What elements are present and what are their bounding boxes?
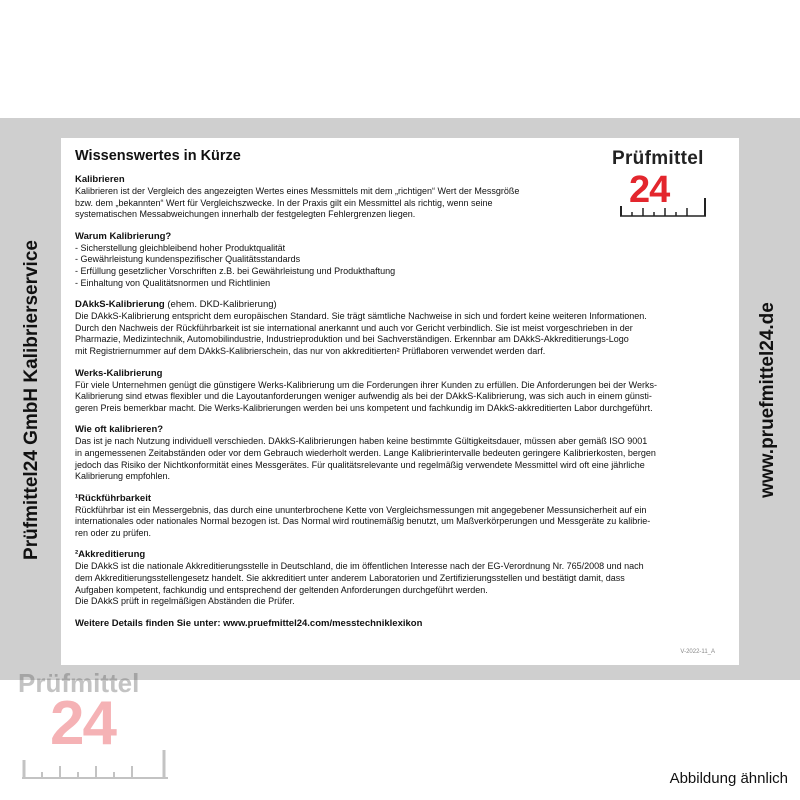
pruefmittel24-logo bbox=[612, 148, 712, 211]
section-akkreditierung bbox=[75, 549, 725, 607]
section-warum bbox=[75, 231, 725, 289]
section-dakks bbox=[75, 299, 725, 357]
paragraph-line: dem Akkreditierungsstellengesetz handelt. Sie akkreditiert unter anderem Laboratorien und Zertifizierungsstellen und bestätigt damit, dass bbox=[75, 573, 625, 584]
section-rueckfuehrbarkeit bbox=[75, 493, 725, 540]
paragraph-line: mit Registriernummer auf dem DAkkS-Kalibrierschein, das nur von akkreditierten² Prüflaboren verwendet werden darf. bbox=[75, 345, 546, 356]
paragraph-line: Kalibrierung sind etwas flexibler und die Layoutanforderungen weniger aufwendig als bei der DAkkS-Kalibrierung, was sich auch in einem günsti- bbox=[75, 391, 652, 402]
paragraph-line: ren oder zu prüfen. bbox=[75, 527, 152, 538]
section-heading: Wie oft kalibrieren? bbox=[75, 424, 164, 436]
version-code: V-2022-11_A bbox=[680, 649, 715, 655]
watermark-ruler-icon bbox=[18, 668, 178, 788]
section-heading: ¹Rückführbarkeit bbox=[75, 492, 152, 504]
footer-link-text: Weitere Details finden Sie unter: www.pruefmittel24.com/messtechniklexikon bbox=[75, 617, 423, 629]
logo-number: 24 bbox=[629, 169, 670, 211]
watermark-number: 24 bbox=[50, 689, 115, 758]
card-title: Wissenswertes in Kürze bbox=[75, 148, 241, 164]
paragraph-line: Kalibrierung empfohlen. bbox=[75, 471, 171, 482]
paragraph-line: in angemessenen Zeitabständen oder vor dem Gebrauch wiederholt werden. Lange Kalibrierintervalle bedeuten geringere Kalibrierkosten, bergen bbox=[75, 447, 656, 458]
list-item: - Erfüllung gesetzlicher Vorschriften z.B. bei Gewährleistung und Produkthaftung bbox=[75, 265, 396, 276]
paragraph-line: Das ist je nach Nutzung individuell verschieden. DAkkS-Kalibrierungen haben keine bestimmte Gültigkeitsdauer, müssen aber gemäß ISO 9001 bbox=[75, 436, 648, 447]
section-heading: Werks-Kalibrierung bbox=[75, 367, 163, 379]
paragraph-line: Die DAkkS prüft in regelmäßigen Abständen die Prüfer. bbox=[75, 596, 295, 607]
paragraph-line: Die DAkkS-Kalibrierung entspricht dem europäischen Standard. Sie trägt sämtliche Nachweise in sich und fordert keine weiteren Informationen. bbox=[75, 311, 647, 322]
paragraph-line: internationales oder nationales Normal bezogen ist. Das Normal wird routinemäßig benutzt, um Maßverkörperungen und Messgeräte zu kalibrie- bbox=[75, 516, 651, 527]
paragraph-line: Die DAkkS ist die nationale Akkreditierungsstelle in Deutschland, die im öffentlichen Interesse nach der EG-Verordnung Nr. 765/2008 und nach bbox=[75, 561, 644, 572]
paragraph-line: Für viele Unternehmen genügt die günstigere Werks-Kalibrierung um die Forderungen ihrer Kunden zu erfüllen. Die Anforderungen bei der Werks- bbox=[75, 379, 657, 390]
watermark-logo bbox=[18, 668, 178, 788]
image-caption: Abbildung ähnlich bbox=[669, 770, 788, 787]
paragraph-line: systematischen Messabweichungen innerhalb der festgelegten Fehlergrenzen liegen. bbox=[75, 209, 416, 220]
paragraph-line: Durch den Nachweis der Rückführbarkeit ist sie international anerkannt und auch vor Gericht verbindlich. Sie ist meist vorgeschrieben in der bbox=[75, 322, 633, 333]
watermark-word: Prüfmittel bbox=[18, 668, 140, 698]
logo-word: Prüfmittel bbox=[612, 148, 704, 169]
list-item: - Gewährleistung kundenspezifischer Qualitätsstandards bbox=[75, 254, 301, 265]
section-heading bbox=[75, 299, 725, 311]
list-item: - Einhaltung von Qualitätsnormen und Richtlinien bbox=[75, 277, 271, 288]
section-werks bbox=[75, 368, 725, 415]
website-url-vertical: www.pruefmittel24.de bbox=[757, 302, 778, 498]
section-wie-oft bbox=[75, 424, 725, 482]
ruler-icon bbox=[612, 148, 712, 228]
section-heading: Warum Kalibrierung? bbox=[75, 230, 172, 242]
paragraph-line: geren Preis bemerkbar macht. Die Werks-Kalibrierungen werden bei uns kompetent und fachkundig im DAkkS-akkreditierten Labor durchgeführt. bbox=[75, 402, 653, 413]
paragraph-line: bzw. dem „bekannten“ Wert für Vergleichszwecke. In der Praxis gilt ein Messmittel als richtig, wenn seine bbox=[75, 197, 493, 208]
paragraph-line: Pharmazie, Medizintechnik, Automobilindustrie, Industrieproduktion und bei Sachverständigen. Erkennbar am DAkkS-Akkreditierungs-Logo bbox=[75, 334, 629, 345]
paragraph-line: jedoch das Risiko der Nichtkonformität eines Messgerätes. Für qualitätsrelevante und regelmäßig verwendete Messmittel wird oft eine jährliche bbox=[75, 459, 645, 470]
section-heading-suffix: (ehem. DKD-Kalibrierung) bbox=[164, 299, 277, 311]
list-item: - Sicherstellung gleichbleibend hoher Produktqualität bbox=[75, 242, 286, 253]
company-name-vertical: Prüfmittel24 GmbH Kalibrierservice bbox=[21, 240, 42, 560]
section-heading: Kalibrieren bbox=[75, 174, 125, 185]
section-heading: ²Akkreditierung bbox=[75, 549, 146, 561]
paragraph-line: Aufgaben kompetent, fachkundig und entsprechend der geltenden Anforderungen durchgeführt werden. bbox=[75, 584, 488, 595]
section-heading-text: DAkkS-Kalibrierung bbox=[75, 299, 165, 311]
info-card bbox=[61, 138, 739, 665]
paragraph-line: Rückführbar ist ein Messergebnis, das durch eine ununterbrochene Kette von Vergleichsmessungen mit angegebener Messunsicherheit auf ein bbox=[75, 504, 647, 515]
paragraph-line: Kalibrieren ist der Vergleich des angezeigten Wertes eines Messmittels mit dem „richtigen“ Wert der Messgröße bbox=[75, 186, 520, 196]
